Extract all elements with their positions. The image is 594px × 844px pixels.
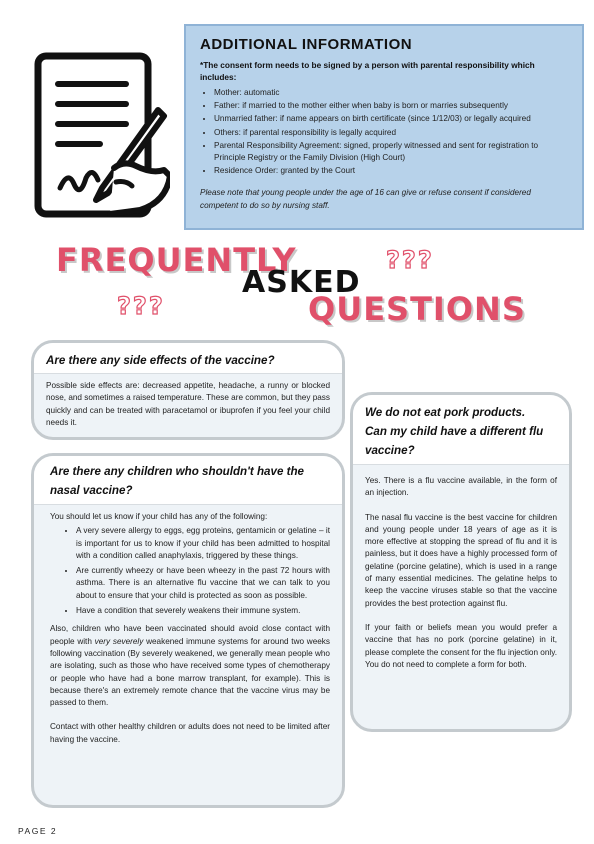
list-item: • Father: if married to the mother either when baby is born or marries subsequently [214,100,570,112]
page-number: PAGE 2 [18,826,58,836]
question-marks-decoration: ??? [386,246,434,274]
list-item: • Are currently wheezy or have been wheezy in the past 72 hours with asthma. There is an alternative flu vaccine that we can talk to you about to ensure that your child is protected as soon as possible. [76,565,330,602]
faq-question-line: We do not eat pork products. [365,406,526,419]
close-contact-paragraph [50,623,330,709]
faq-answer: Possible side effects are: decreased appetite, headache, a runny or blocked nose, and sometimes a raised temperature. These are common, but they pass quickly and can be treated with paracetamol or ibuprofen if you feel your child needs it. [46,381,330,427]
age-consent-note: Please note that young people under the age of 16 can give or refuse consent if considered competent to do so by nursing staff. [200,188,531,210]
faq-card-pork-products [350,392,572,732]
consent-intro-text: *The consent form needs to be signed by a person with parental responsibility which includes: [200,60,535,82]
faq-card-side-effects [31,340,345,440]
list-item: • Residence Order: granted by the Court [214,165,570,177]
list-item: • Parental Responsibility Agreement: signed, properly witnessed and sent for registration to Principle Registry or the Family Division (High Court) [214,140,570,164]
paragraph-text: Also, children who have been vaccinated should avoid close contact with people with [50,624,330,646]
faq-question: Are there any children who shouldn't have the nasal vaccine? [50,465,304,497]
faq-question: Are there any side effects of the vaccine? [46,354,275,367]
paragraph-text: weakened immune systems for around two weeks following vaccination (By severely weakened, we generally mean people who are isolating, such as those who have received some types of chemotherapy or people who have had a bone marrow transplant, for example). This is because there's an extremely remote chance that the vaccine virus may be passed to them. [50,636,330,708]
faq-heading-asked: ASKED [242,265,361,300]
list-item: • Have a condition that severely weakens their immune system. [76,605,330,617]
document-signing-hand-icon [30,48,170,223]
emphasis-text: very severely [94,636,144,646]
faq-answer: The nasal flu vaccine is the best vaccine for children and young people under 18 years of age as it is more effective at stopping the spread of flu and it is painless, but it does have a highly processed form of gelatine (porcine gelatine), which is used in a range of many essential medicines. The gelatine helps to keep the vaccine viruses stable so that the vaccine provides the best protection against flu. [365,512,557,608]
faq-answer: If your faith or beliefs mean you would prefer a vaccine that has no pork (porcine gelatine) in it, please complete the consent for the flu injection only. You do not need to complete a form for both. [365,622,557,669]
list-item: • A very severe allergy to eggs, egg proteins, gentamicin or gelatine – it is important for us to know if your child has been admitted to hospital with a condition called anaphylaxis, triggered by these things. [76,525,330,562]
contraindication-list [50,525,330,617]
additional-information-box [184,24,584,230]
list-item: • Mother: automatic [214,87,570,99]
faq-answer: Yes. There is a flu vaccine available, in the form of an injection. [365,476,557,498]
faq-heading-questions: QUESTIONS [308,290,526,328]
closing-paragraph: Contact with other healthy children or adults does not need to be limited after having the vaccine. [50,722,330,744]
parental-responsibility-list [200,87,570,177]
additional-information-title: ADDITIONAL INFORMATION [200,36,413,53]
faq-card-nasal-vaccine [31,453,345,808]
faq-heading-frequently: FREQUENTLY [56,241,297,279]
list-item: • Others: if parental responsibility is legally acquired [214,127,570,139]
faq-question-line: Can my child have a different flu vaccine? [365,425,544,457]
list-item: • Unmarried father: if name appears on birth certificate (since 1/12/03) or legally acquired [214,113,570,125]
question-marks-decoration: ??? [117,292,165,320]
faq-answer-intro: You should let us know if your child has any of the following: [50,512,268,521]
